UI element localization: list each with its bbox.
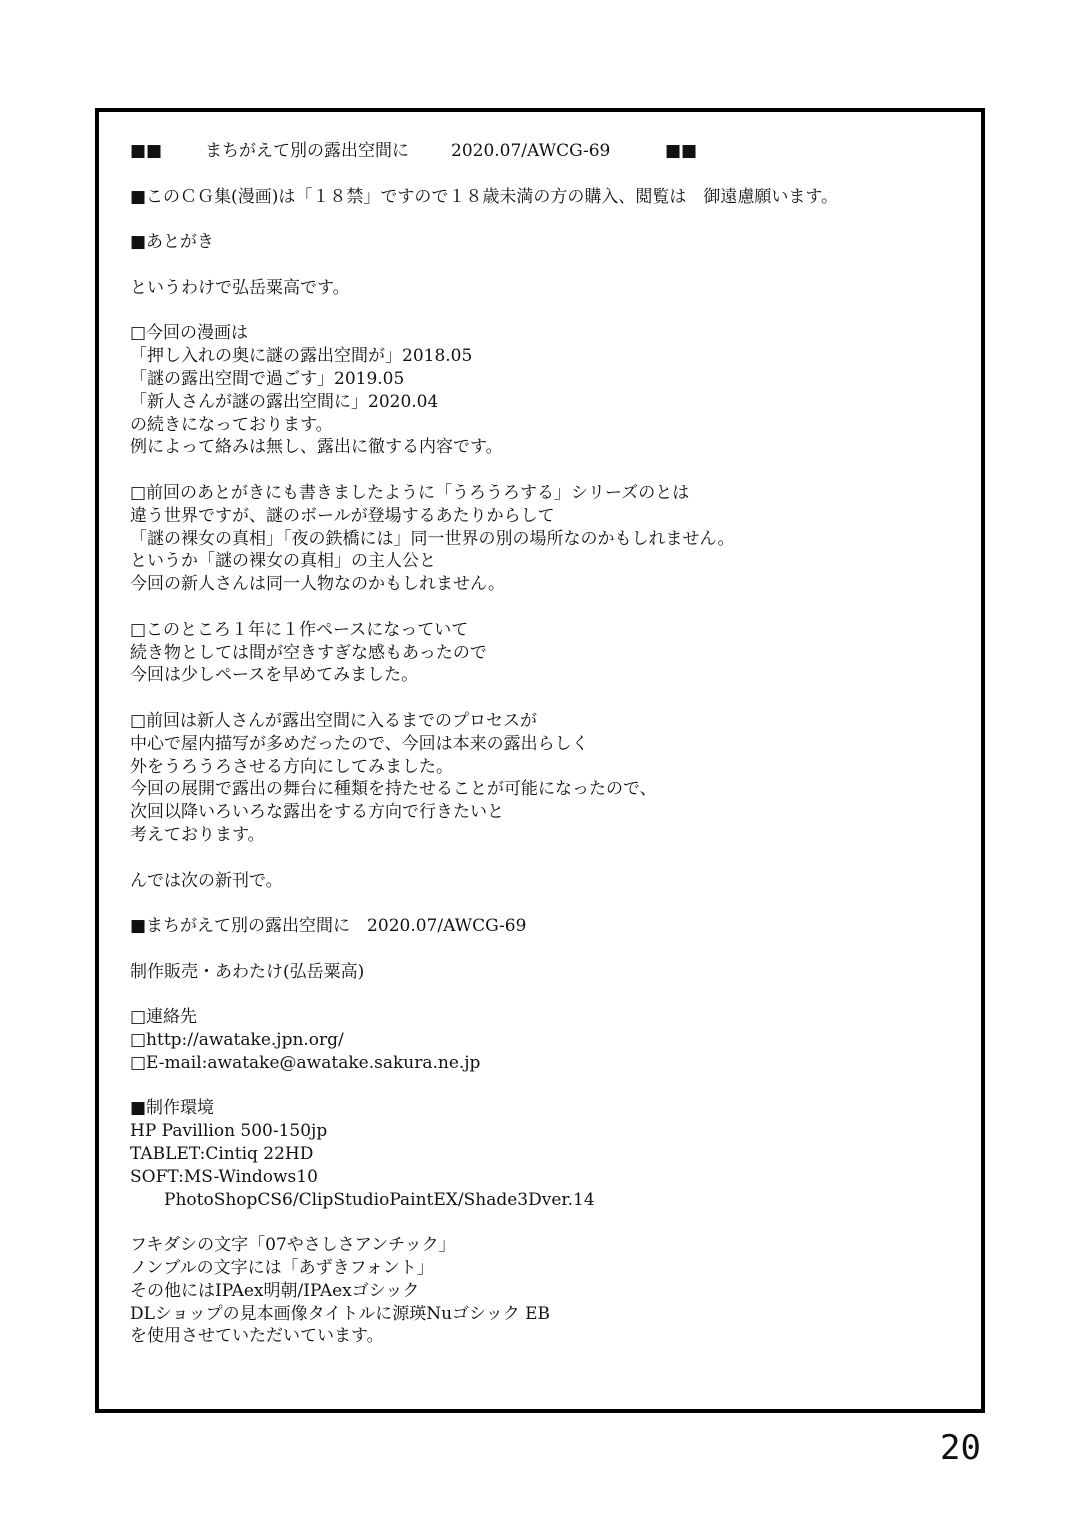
text-line: SOFT:MS-Windows10 bbox=[130, 1166, 318, 1187]
text-line: 「押し入れの奥に謎の露出空間が」2018.05 bbox=[130, 346, 473, 367]
text-line: □E-mail:awatake@awatake.sakura.ne.jp bbox=[130, 1052, 481, 1073]
blank-line bbox=[130, 300, 960, 323]
text-line: 中心で屋内描写が多めだったので、今回は本来の露出らしく bbox=[130, 733, 589, 754]
text-line: フキダシの文字「07やさしさアンチック」 bbox=[130, 1235, 456, 1256]
text-line: ノンブルの文字には「あずきフォント」 bbox=[130, 1258, 434, 1279]
text-line: ■制作環境 bbox=[130, 1098, 215, 1119]
text-line: 例によって絡みは無し、露出に徹する内容です。 bbox=[130, 437, 503, 458]
text-line: □前回は新人さんが露出空間に入るまでのプロセスが bbox=[130, 710, 538, 731]
text-line: ■まちがえて別の露出空間に 2020.07/AWCG-69 bbox=[130, 916, 527, 937]
blank-line bbox=[130, 847, 960, 870]
text-line: 今回は少しペースを早めてみました。 bbox=[130, 665, 419, 686]
text-line: 違う世界ですが、謎のボールが登場するあたりからして bbox=[130, 505, 555, 526]
text-line: HP Pavillion 500-150jp bbox=[130, 1121, 328, 1142]
text-line: 次回以降いろいろな露出をする方向で行きたいと bbox=[130, 802, 504, 823]
text-line: ■あとがき bbox=[130, 232, 215, 253]
text-line: というか「謎の裸女の真相」の主人公と bbox=[130, 551, 436, 572]
text-line: ■このＣＧ集(漫画)は「１８禁」ですので１８歳未満の方の購入、閲覧は 御遠慮願います。 bbox=[130, 186, 838, 207]
blank-line bbox=[130, 1075, 960, 1098]
text-line: □このところ１年に１作ペースになっていて bbox=[130, 619, 469, 640]
blank-line bbox=[130, 938, 960, 961]
header-right-mark: ■■ bbox=[665, 141, 698, 161]
header-left-mark: ■■ bbox=[130, 141, 163, 161]
text-line: □http://awatake.jpn.org/ bbox=[130, 1030, 344, 1051]
blank-line bbox=[130, 596, 960, 619]
text-line: □連絡先 bbox=[130, 1007, 198, 1028]
text-line: んでは次の新刊で。 bbox=[130, 870, 283, 891]
blank-line bbox=[130, 687, 960, 710]
text-line: □前回のあとがきにも書きましたように「うろうろする」シリーズのとは bbox=[130, 482, 690, 503]
text-line: その他にはIPAex明朝/IPAexゴシック bbox=[130, 1280, 420, 1301]
text-line: □今回の漫画は bbox=[130, 323, 249, 344]
text-line: DLショップの見本画像タイトルに源瑛Nuゴシック EB bbox=[130, 1303, 551, 1324]
header-line bbox=[130, 140, 960, 163]
blank-line bbox=[130, 208, 960, 231]
text-line: 「新人さんが謎の露出空間に」2020.04 bbox=[130, 391, 439, 412]
page-number: 20 bbox=[940, 1428, 981, 1468]
text-line: PhotoShopCS6/ClipStudioPaintEX/Shade3Dver.14 bbox=[130, 1189, 595, 1210]
text-line: を使用させていただいています。 bbox=[130, 1326, 384, 1347]
text-line: の続きになっております。 bbox=[130, 414, 333, 435]
blank-line bbox=[130, 892, 960, 915]
blank-line bbox=[130, 459, 960, 482]
text-line: 制作販売・あわたけ(弘岳粟高) bbox=[130, 961, 365, 982]
blank-line bbox=[130, 1211, 960, 1234]
text-line: 考えております。 bbox=[130, 824, 265, 845]
text-line: 「謎の露出空間で過ごす」2019.05 bbox=[130, 368, 405, 389]
text-line: 外をうろうろさせる方向にしてみました。 bbox=[130, 756, 453, 777]
text-line: というわけで弘岳粟高です。 bbox=[130, 277, 350, 298]
text-line: TABLET:Cintiq 22HD bbox=[130, 1144, 314, 1165]
afterword-text bbox=[130, 140, 960, 1348]
header-title: まちがえて別の露出空間に bbox=[205, 141, 409, 161]
blank-line bbox=[130, 983, 960, 1006]
text-line: 「謎の裸女の真相」「夜の鉄橋には」同一世界の別の場所なのかもしれません。 bbox=[130, 528, 735, 549]
blank-line bbox=[130, 163, 960, 186]
header-code: 2020.07/AWCG-69 bbox=[451, 141, 611, 161]
text-line: 続き物としては間が空きすぎな感もあったので bbox=[130, 642, 487, 663]
text-line: 今回の新人さんは同一人物なのかもしれません。 bbox=[130, 574, 506, 595]
blank-line bbox=[130, 254, 960, 277]
text-line: 今回の展開で露出の舞台に種類を持たせることが可能になったので、 bbox=[130, 779, 657, 800]
